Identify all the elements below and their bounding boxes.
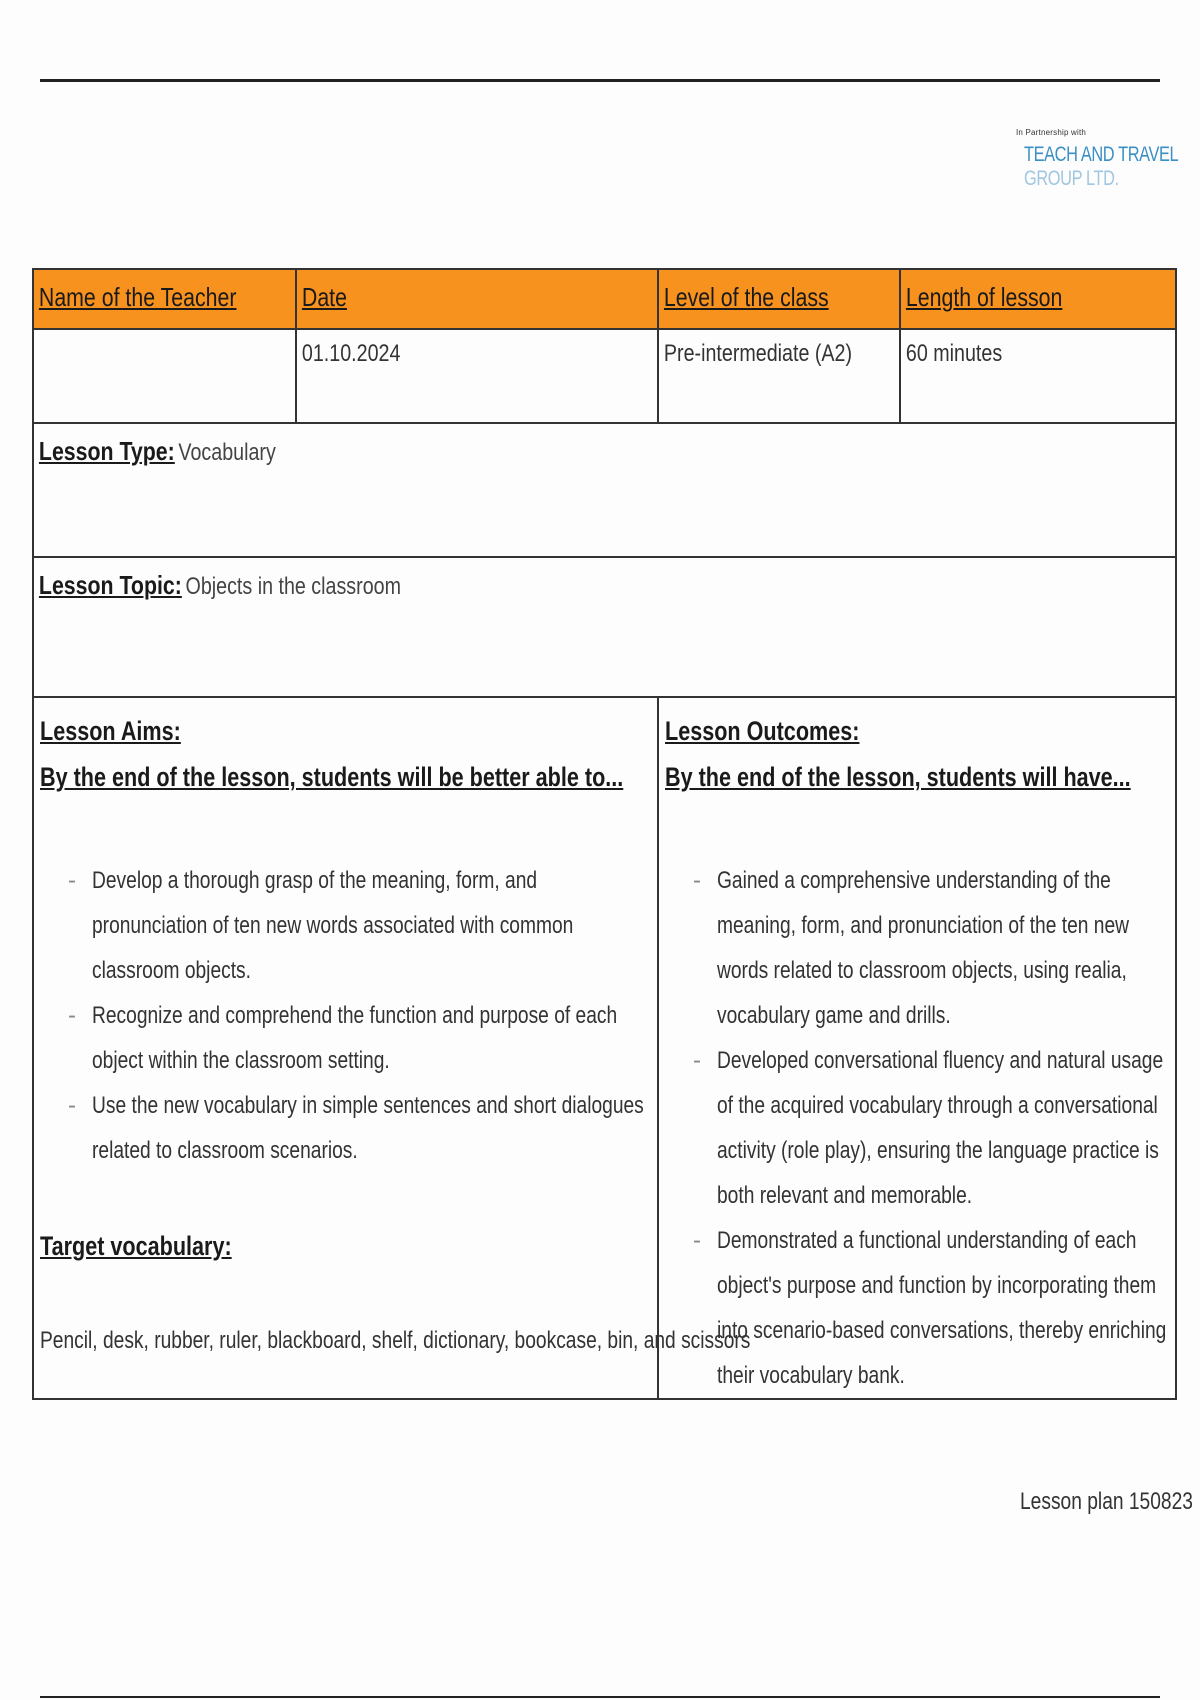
logo-line2: GROUP LTD. [1024,167,1119,190]
teacher-label: Name of the Teacher [38,282,237,312]
lesson-plan-table [32,268,1177,1400]
date-value-cell [296,329,658,423]
lesson-topic-row [33,557,1176,697]
partner-logo [1016,128,1179,191]
header-cell-length [900,269,1176,329]
aims-list [40,858,651,1173]
lesson-topic-label: Lesson Topic: [38,570,182,600]
lesson-type-label: Lesson Type: [38,436,175,466]
vocabulary-list: Pencil, desk, rubber, ruler, blackboard, shelf, dictionary, bookcase, bin, and scissors [40,1327,751,1354]
doc-id: Lesson plan 150823 [1020,1488,1193,1515]
header-cell-level [658,269,900,329]
teacher-value-cell [33,329,296,423]
list-item: - Gained a comprehensive understanding of the meaning, form, and pronunciation of the ten new words related to classroom objects, using realia, vocabulary game and drills. [693,867,1129,1029]
aims-outcomes-row [33,697,1176,1399]
bottom-rule [40,1696,1160,1698]
level-value: Pre-intermediate (A2) [663,340,853,367]
outcomes-cell [658,697,1176,1399]
level-value-cell [658,329,900,423]
header-row [33,269,1176,329]
aims-title: Lesson Aims: [40,716,181,746]
lesson-type-cell [33,423,1176,557]
lesson-type-row [33,423,1176,557]
date-value: 01.10.2024 [301,340,401,367]
level-label: Level of the class [663,282,829,312]
length-value-cell [900,329,1176,423]
logo-tagline: In Partnership with [1016,128,1087,137]
outcomes-list [665,858,1169,1398]
aims-cell [33,697,751,1399]
values-row [33,329,1176,423]
list-item: - Demonstrated a functional understanding of each object's purpose and function by incorporating them into scenario-based conversations, thereby enriching their vocabulary bank. [693,1227,1167,1389]
lesson-type-value: Vocabulary [178,439,276,466]
length-value: 60 minutes [905,340,1003,367]
date-label: Date [301,282,347,312]
logo-line1: TEACH AND TRAVEL [1024,143,1179,166]
aims-subtitle: By the end of the lesson, students will be better able to... [40,762,624,792]
vocabulary-title: Target vocabulary: [40,1231,232,1261]
length-label: Length of lesson [905,282,1063,312]
list-item: - Use the new vocabulary in simple sentences and short dialogues related to classroom scenarios. [68,1092,644,1164]
lesson-topic-value: Objects in the classroom [185,573,401,600]
teacher-value [34,330,248,340]
outcomes-subtitle: By the end of the lesson, students will have... [665,762,1131,792]
header-cell-date [296,269,658,329]
list-item: - Develop a thorough grasp of the meaning, form, and pronunciation of ten new words associated with common classroom objects. [68,867,574,984]
outcomes-title: Lesson Outcomes: [665,716,860,746]
top-rule [40,79,1160,82]
list-item: - Recognize and comprehend the function and purpose of each object within the classroom setting. [68,1002,618,1074]
list-item: - Developed conversational fluency and natural usage of the acquired vocabulary through a conversational activity (role play), ensuring the language practice is both relevant and memorable. [693,1047,1164,1209]
header-cell-teacher [33,269,296,329]
lesson-topic-cell [33,557,1176,697]
